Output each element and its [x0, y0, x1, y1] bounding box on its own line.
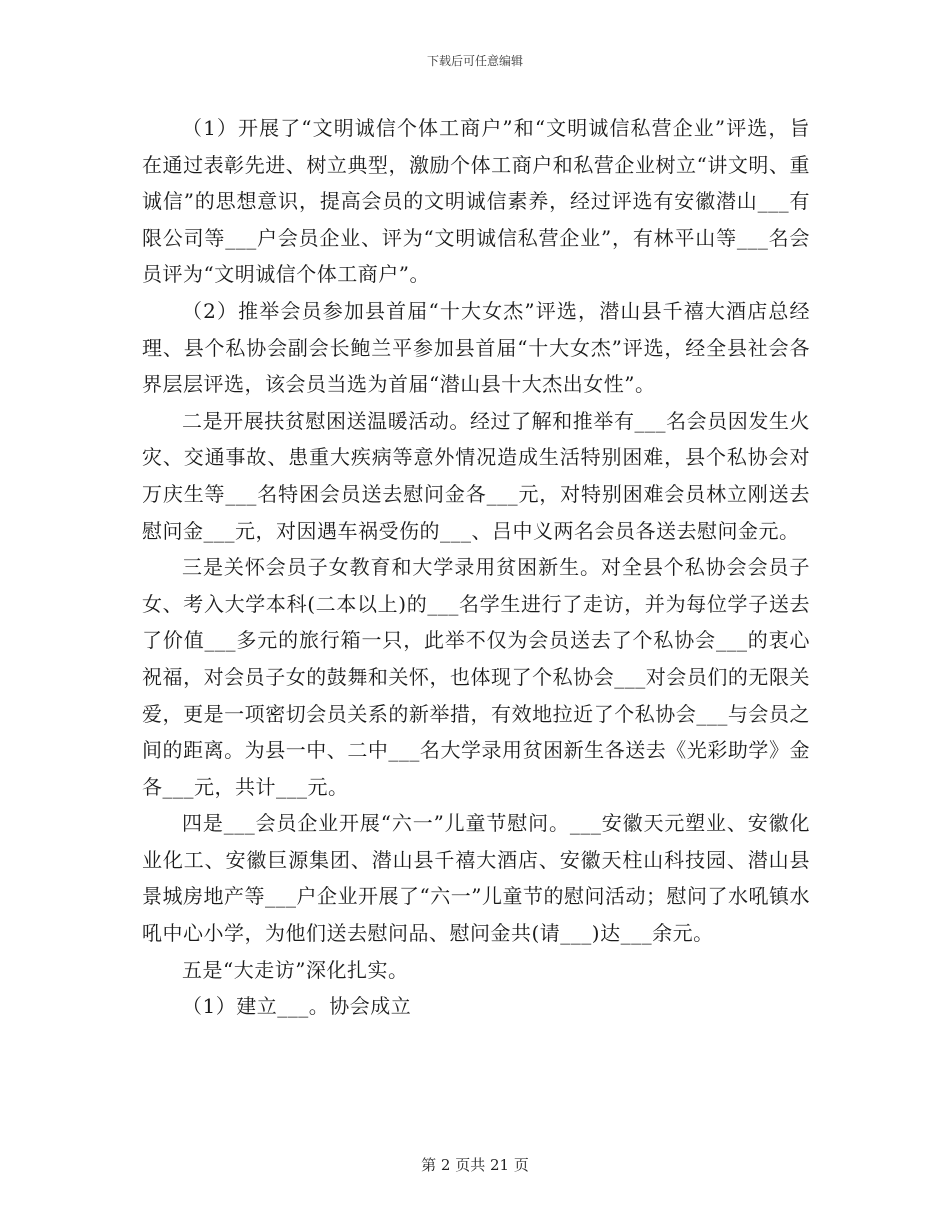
paragraph-3: 二是开展扶贫慰困送温暖活动。经过了解和推举有___名会员因发生火灾、交通事故、患重大疾病等意外情况造成生活特别困难，县个私协会对万庆生等___名特困会员送去慰问金各___元，对特别困难会员林立刚送去慰问金___元，对因遇车祸受伤的___、吕中义两名会员各送去慰问金元。: [142, 408, 810, 543]
paragraph-6: 五是“大走访”深化扎实。: [182, 957, 409, 982]
paragraph-5: 四是___会员企业开展“六一”儿童节慰问。___安徽天元塑业、安徽化业化工、安徽巨源集团、潜山县千禧大酒店、安徽天柱山科技园、潜山县景城房地产等___户企业开展了“六一”儿童节的慰问活动；慰问了水吼镇水吼中心小学，为他们送去慰问品、慰问金共(请___)达___余元。: [142, 811, 810, 946]
page-footer: 第 2 页共 21 页: [421, 1156, 529, 1174]
paragraph-2: （2）推举会员参加县首届“十大女杰”评选，潜山县千禧大酒店总经理、县个私协会副会长鲍兰平参加县首届“十大女杰”评选，经全县社会各界层层评选，该会员当选为首届“潜山县十大杰出女性”。: [142, 298, 810, 397]
paragraph-1: （1）开展了“文明诚信个体工商户”和“文明诚信私营企业”评选，旨在通过表彰先进、树立典型，激励个体工商户和私营企业树立“讲文明、重诚信”的思想意识，提高会员的文明诚信素养，经过评选有安徽潜山___有限公司等___户会员企业、评为“文明诚信私营企业”，有林平山等___名会员评为“文明诚信个体工商户”。: [142, 116, 810, 287]
paragraph-7: （1）建立___。协会成立: [182, 994, 412, 1019]
paragraph-4: 三是关怀会员子女教育和大学录用贫困新生。对全县个私协会会员子女、考入大学本科(二本以上)的___名学生进行了走访，并为每位学子送去了价值___多元的旅行箱一只，此举不仅为会员送去了个私协会___的衷心祝福，对会员子女的鼓舞和关怀，也体现了个私协会___对会员们的无限关爱，更是一项密切会员关系的新举措，有效地拉近了个私协会___与会员之间的距离。为县一中、二中___名大学录用贫困新生各送去《光彩助学》金各___元，共计___元。: [142, 555, 810, 799]
page-header: 下载后可任意编辑: [426, 54, 523, 68]
document-body: [142, 110, 810, 1025]
